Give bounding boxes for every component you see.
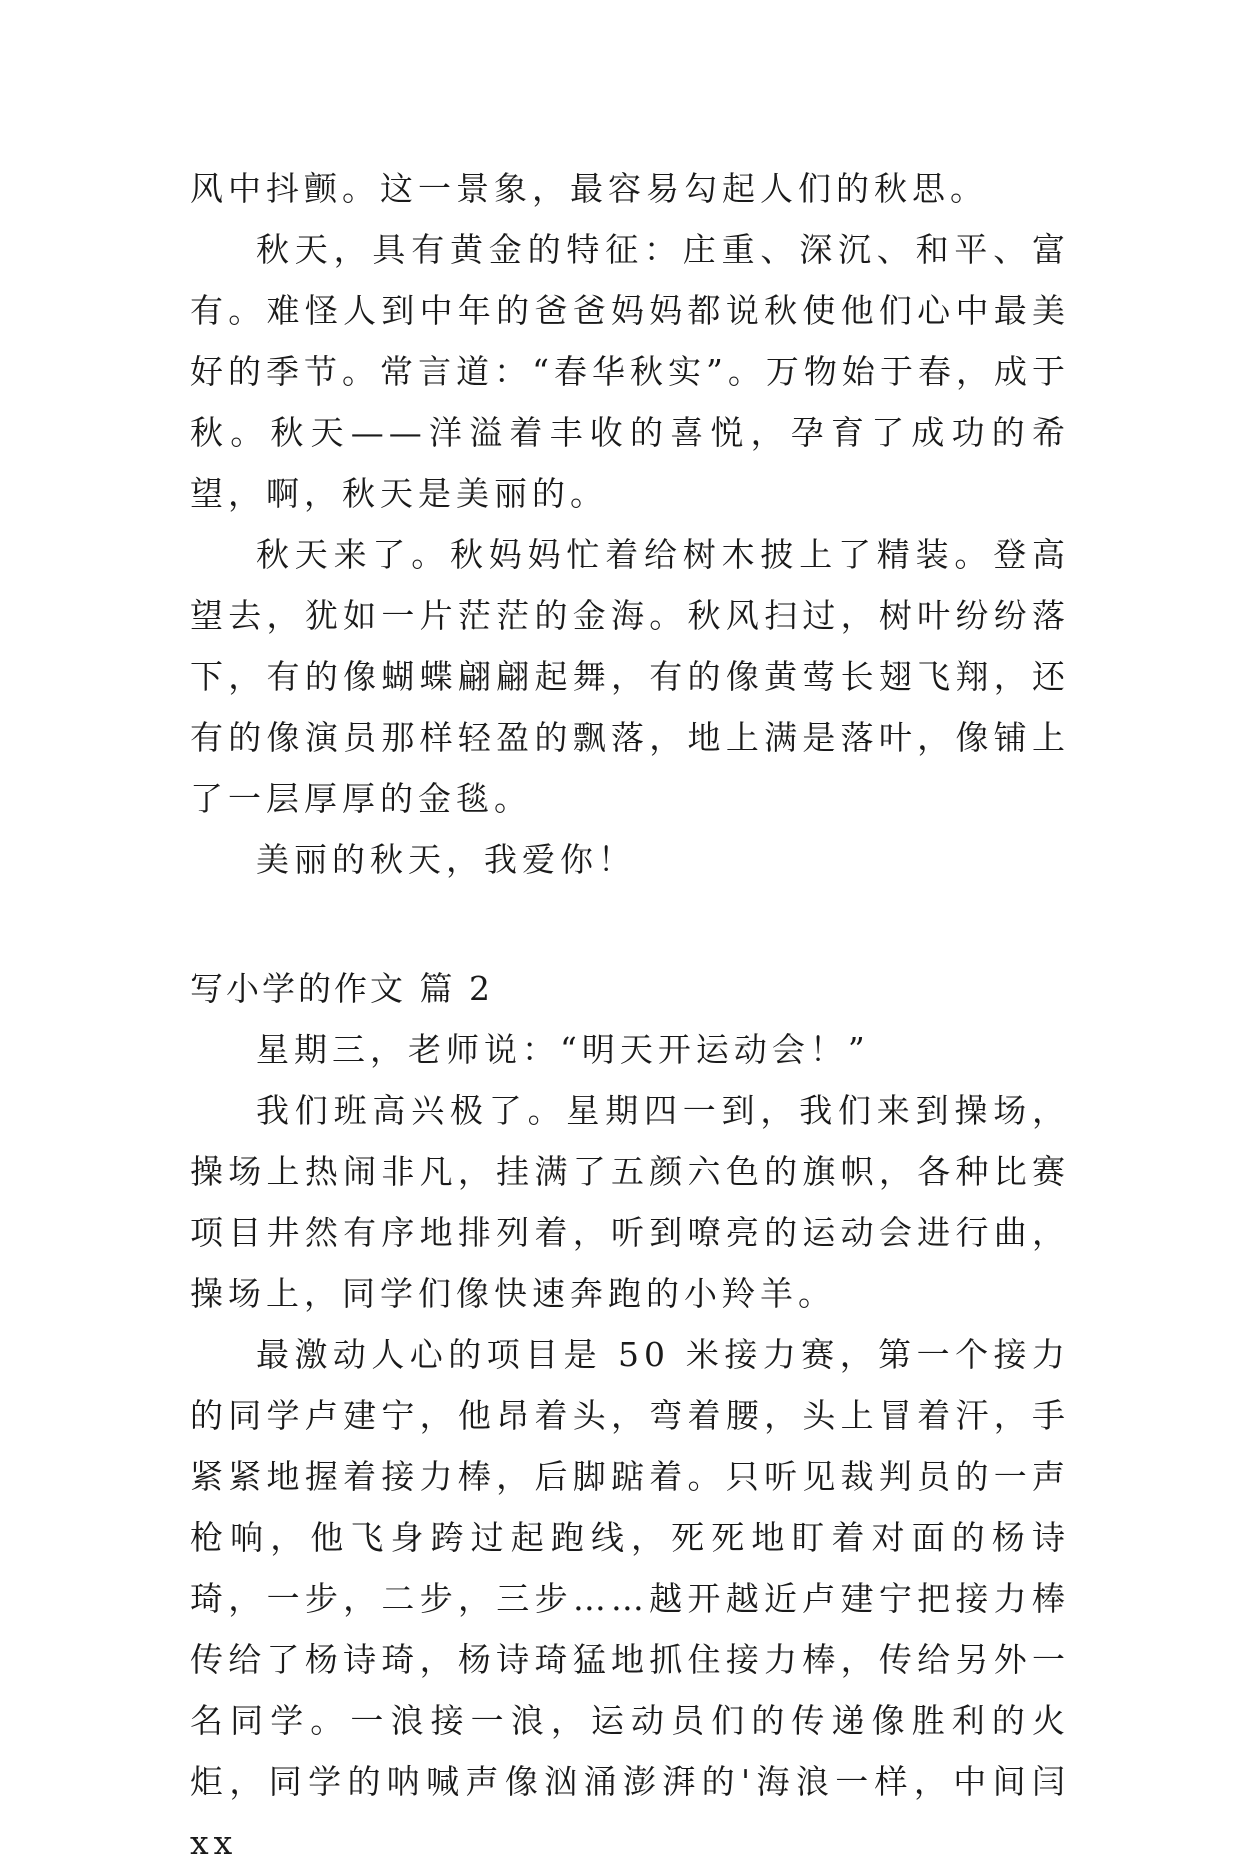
section-heading: 写小学的作文 篇 2 bbox=[190, 969, 493, 1008]
paragraph-2: 秋天，具有黄金的特征：庄重、深沉、和平、富有。难怪人到中年的爸爸妈妈都说秋使他们心中最美好的季节。常言道：“春华秋实”。万物始于春，成于秋。秋天——洋溢着丰收的喜悦，孕育了成功的希望，啊，秋天是美丽的。 bbox=[190, 230, 1070, 513]
paragraph-7: 最激动人心的项目是 50 米接力赛，第一个接力的同学卢建宁，他昂着头，弯着腰，头上冒着汗，手紧紧地握着接力棒，后脚踮着。只听见裁判员的一声枪响，他飞身跨过起跑线，死死地盯着对面的杨诗琦，一步，二步，三步……越开越近卢建宁把接力棒传给了杨诗琦，杨诗琦猛地抓住接力棒，传给另外一名同学。一浪接一浪，运动员们的传递像胜利的火炬，同学的呐喊声像汹涌澎湃的'海浪一样，中间闫 xx bbox=[190, 1335, 1070, 1862]
paragraph-3: 秋天来了。秋妈妈忙着给树木披上了精装。登高望去，犹如一片茫茫的金海。秋风扫过，树叶纷纷落下，有的像蝴蝶翩翩起舞，有的像黄莺长翅飞翔，还有的像演员那样轻盈的飘落，地上满是落叶，像铺上了一层厚厚的金毯。 bbox=[190, 535, 1070, 818]
document-body bbox=[190, 158, 1070, 1873]
paragraph-4: 美丽的秋天，我爱你！ bbox=[256, 840, 636, 879]
paragraph-1: 风中抖颤。这一景象，最容易勾起人们的秋思。 bbox=[190, 169, 988, 208]
paragraph-5: 星期三，老师说：“明天开运动会！” bbox=[256, 1030, 870, 1069]
section-spacer bbox=[190, 890, 1070, 958]
paragraph-6: 我们班高兴极了。星期四一到，我们来到操场，操场上热闹非凡，挂满了五颜六色的旗帜，各种比赛项目井然有序地排列着，听到嘹亮的运动会进行曲，操场上，同学们像快速奔跑的小羚羊。 bbox=[190, 1091, 1070, 1313]
